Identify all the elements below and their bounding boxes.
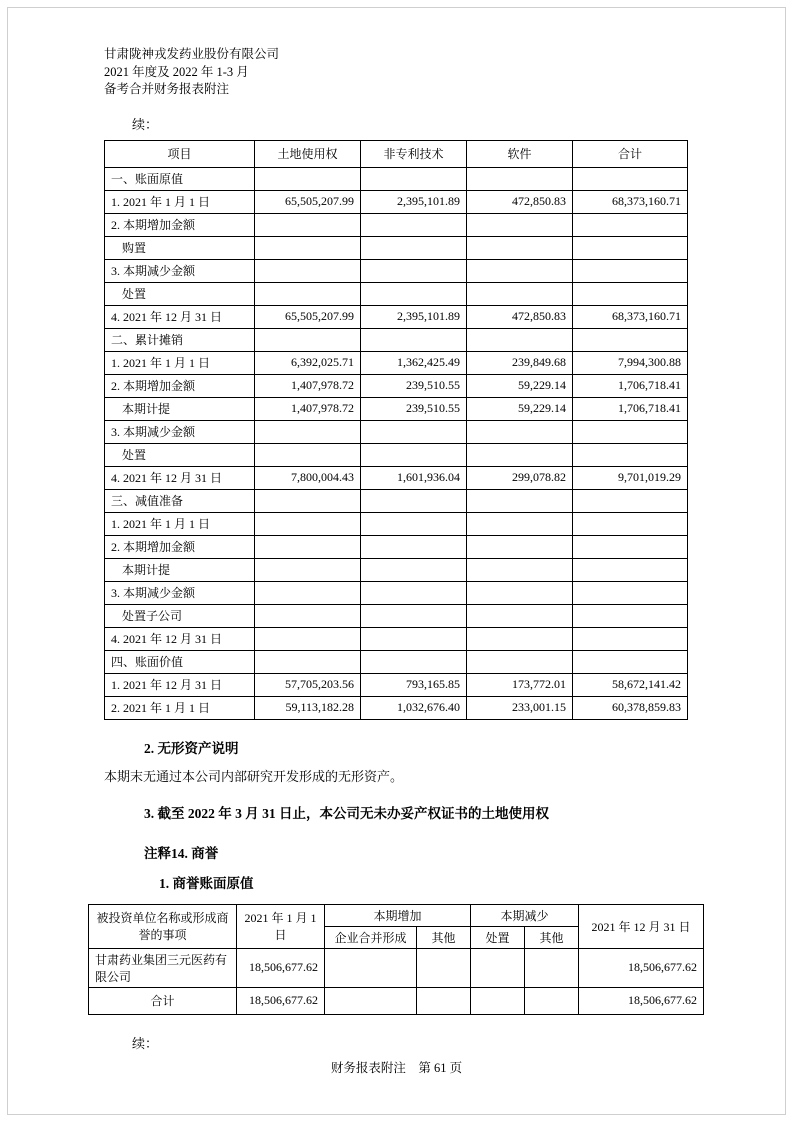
row-value: 472,850.83: [467, 305, 573, 328]
report-title: 备考合并财务报表附注: [104, 82, 230, 96]
row-value: [573, 650, 688, 673]
row-label: 处置: [105, 443, 255, 466]
col-group-current-decrease: 本期减少: [471, 904, 579, 926]
row-value: [361, 650, 467, 673]
row-value: [255, 282, 361, 305]
intangible-table-body: [105, 167, 688, 719]
col-header-decrease-other: 其他: [525, 926, 579, 948]
row-value: [467, 443, 573, 466]
table-row: [105, 489, 688, 512]
continued-label-bottom: 续：: [132, 1035, 159, 1051]
row-label: 四、账面价值: [105, 650, 255, 673]
table-row: [89, 948, 704, 987]
row-label: 1. 2021 年 1 月 1 日: [105, 190, 255, 213]
row-label: 3. 本期减少金额: [105, 420, 255, 443]
col-header-ending-balance: 2021 年 12 月 31 日: [579, 904, 704, 948]
row-value: [361, 236, 467, 259]
row-value: [573, 259, 688, 282]
row-value: 68,373,160.71: [573, 190, 688, 213]
row-label: 3. 本期减少金额: [105, 259, 255, 282]
row-value: [467, 282, 573, 305]
row-value: 472,850.83: [467, 190, 573, 213]
report-period: 2021 年度及 2022 年 1-3 月: [104, 64, 249, 79]
row-value: [467, 259, 573, 282]
row-label: 二、累计摊销: [105, 328, 255, 351]
row-value: 173,772.01: [467, 673, 573, 696]
row-value: 57,705,203.56: [255, 673, 361, 696]
row-value: 239,510.55: [361, 374, 467, 397]
row-value: [255, 627, 361, 650]
intangible-assets-table: [104, 140, 688, 720]
row-value: [361, 535, 467, 558]
row-value: 1,032,676.40: [361, 696, 467, 719]
row-value: [573, 420, 688, 443]
row-label: 合计: [89, 987, 237, 1014]
col-header-disposal: 处置: [471, 926, 525, 948]
row-label: 处置子公司: [105, 604, 255, 627]
row-value: 1,706,718.41: [573, 374, 688, 397]
row-value: 1,407,978.72: [255, 374, 361, 397]
row-value: [573, 581, 688, 604]
row-value: [467, 604, 573, 627]
row-value: 59,113,182.28: [255, 696, 361, 719]
note-heading-land-certificates: 3. 截至 2022 年 3 月 31 日止，本公司无未办妥产权证书的土地使用权: [144, 805, 549, 821]
row-value: [573, 443, 688, 466]
row-label: 1. 2021 年 1 月 1 日: [105, 351, 255, 374]
row-value: 59,229.14: [467, 397, 573, 420]
row-label: 三、减值准备: [105, 489, 255, 512]
row-value: [573, 604, 688, 627]
goodwill-subheading: 1. 商誉账面原值: [159, 875, 254, 891]
row-value: [573, 328, 688, 351]
row-value: 2,395,101.89: [361, 190, 467, 213]
row-value: [467, 512, 573, 535]
row-value: 793,165.85: [361, 673, 467, 696]
row-value: [361, 627, 467, 650]
row-value: [467, 213, 573, 236]
col-header-software: 软件: [467, 140, 573, 167]
row-value: [255, 259, 361, 282]
row-value: [255, 236, 361, 259]
row-value: [573, 489, 688, 512]
table-row: [105, 305, 688, 328]
table-row: [105, 581, 688, 604]
table-row: [105, 259, 688, 282]
row-value: [255, 581, 361, 604]
row-value: [471, 987, 525, 1014]
row-value: [573, 282, 688, 305]
goodwill-table: [88, 904, 704, 1015]
row-value: [467, 650, 573, 673]
row-value: 65,505,207.99: [255, 305, 361, 328]
continued-label-top: 续：: [132, 116, 159, 132]
col-header-item: 项目: [105, 140, 255, 167]
note-heading-intangible-desc: 2. 无形资产说明: [144, 740, 239, 756]
row-value: [417, 948, 471, 987]
row-label: 购置: [105, 236, 255, 259]
row-value: [361, 213, 467, 236]
note14-goodwill-heading: 注释14. 商誉: [144, 845, 219, 861]
row-label: 4. 2021 年 12 月 31 日: [105, 305, 255, 328]
row-value: [325, 987, 417, 1014]
company-name: 甘肃陇神戎发药业股份有限公司: [104, 47, 280, 61]
row-label: 2. 本期增加金额: [105, 374, 255, 397]
col-header-total: 合计: [573, 140, 688, 167]
row-label: 甘肃药业集团三元医药有限公司: [89, 948, 237, 987]
row-value: 233,001.15: [467, 696, 573, 719]
table-row: [105, 167, 688, 190]
row-value: [255, 328, 361, 351]
row-value: [467, 489, 573, 512]
goodwill-header-row-1: [89, 904, 704, 926]
row-value: [325, 948, 417, 987]
row-value: [525, 948, 579, 987]
col-header-business-combination: 企业合并形成: [325, 926, 417, 948]
page-footer: 财务报表附注 第 61 页: [330, 1061, 463, 1075]
row-value: [471, 948, 525, 987]
table-row: [105, 282, 688, 305]
row-value: 7,800,004.43: [255, 466, 361, 489]
row-value: [361, 512, 467, 535]
table-row: [105, 627, 688, 650]
row-value: [467, 581, 573, 604]
row-value: 18,506,677.62: [237, 948, 325, 987]
row-value: [573, 213, 688, 236]
col-header-non-patent-tech: 非专利技术: [361, 140, 467, 167]
row-value: [573, 558, 688, 581]
row-value: [467, 420, 573, 443]
table-row: [105, 650, 688, 673]
table-row: [105, 420, 688, 443]
row-value: [255, 535, 361, 558]
row-value: [573, 236, 688, 259]
row-value: [467, 627, 573, 650]
row-value: [467, 167, 573, 190]
row-value: [255, 558, 361, 581]
row-value: [467, 236, 573, 259]
row-value: 239,510.55: [361, 397, 467, 420]
row-value: 7,994,300.88: [573, 351, 688, 374]
row-label: 1. 2021 年 12 月 31 日: [105, 673, 255, 696]
row-value: [361, 420, 467, 443]
row-value: 60,378,859.83: [573, 696, 688, 719]
row-label: 1. 2021 年 1 月 1 日: [105, 512, 255, 535]
row-value: [361, 167, 467, 190]
table-row: [105, 535, 688, 558]
row-value: [255, 213, 361, 236]
row-value: [467, 328, 573, 351]
row-value: [573, 627, 688, 650]
row-value: [361, 328, 467, 351]
row-value: [255, 650, 361, 673]
table-row: [105, 604, 688, 627]
goodwill-table-body: [89, 948, 704, 1014]
row-value: [255, 489, 361, 512]
row-value: 1,362,425.49: [361, 351, 467, 374]
row-value: 9,701,019.29: [573, 466, 688, 489]
row-label: 处置: [105, 282, 255, 305]
row-value: [467, 535, 573, 558]
table-row: [105, 558, 688, 581]
note-paragraph-intangible-desc: 本期末无通过本公司内部研究开发形成的无形资产。: [104, 768, 404, 784]
row-value: 2,395,101.89: [361, 305, 467, 328]
row-value: [255, 512, 361, 535]
row-label: 本期计提: [105, 558, 255, 581]
row-value: [255, 167, 361, 190]
row-label: 3. 本期减少金额: [105, 581, 255, 604]
row-value: 1,601,936.04: [361, 466, 467, 489]
row-value: 59,229.14: [467, 374, 573, 397]
table-row: [105, 236, 688, 259]
table-row: [105, 466, 688, 489]
row-label: 一、账面原值: [105, 167, 255, 190]
row-value: [417, 987, 471, 1014]
row-value: 18,506,677.62: [579, 948, 704, 987]
row-value: [573, 535, 688, 558]
col-group-current-increase: 本期增加: [325, 904, 471, 926]
table-row: [89, 987, 704, 1014]
col-header-beginning-balance: 2021 年 1 月 1 日: [237, 904, 325, 948]
row-value: [361, 443, 467, 466]
intangible-table-header-row: [105, 140, 688, 167]
row-label: 2. 本期增加金额: [105, 213, 255, 236]
table-row: [105, 213, 688, 236]
table-row: [105, 328, 688, 351]
row-value: [255, 443, 361, 466]
col-header-land-use-right: 土地使用权: [255, 140, 361, 167]
row-value: 239,849.68: [467, 351, 573, 374]
row-value: [361, 581, 467, 604]
table-row: [105, 696, 688, 719]
table-row: [105, 351, 688, 374]
row-value: [255, 604, 361, 627]
row-value: [361, 489, 467, 512]
row-value: [467, 558, 573, 581]
row-value: 1,706,718.41: [573, 397, 688, 420]
row-value: 18,506,677.62: [237, 987, 325, 1014]
row-value: [573, 512, 688, 535]
row-value: [573, 167, 688, 190]
col-header-increase-other: 其他: [417, 926, 471, 948]
row-value: [255, 420, 361, 443]
table-row: [105, 190, 688, 213]
table-row: [105, 443, 688, 466]
row-value: [361, 282, 467, 305]
row-label: 2. 本期增加金额: [105, 535, 255, 558]
table-row: [105, 512, 688, 535]
row-value: 68,373,160.71: [573, 305, 688, 328]
row-value: 18,506,677.62: [579, 987, 704, 1014]
row-value: 65,505,207.99: [255, 190, 361, 213]
row-value: 58,672,141.42: [573, 673, 688, 696]
row-label: 4. 2021 年 12 月 31 日: [105, 627, 255, 650]
table-row: [105, 673, 688, 696]
row-value: 6,392,025.71: [255, 351, 361, 374]
row-value: 1,407,978.72: [255, 397, 361, 420]
row-value: [361, 259, 467, 282]
row-label: 2. 2021 年 1 月 1 日: [105, 696, 255, 719]
document-header: [104, 46, 688, 99]
row-value: 299,078.82: [467, 466, 573, 489]
row-value: [525, 987, 579, 1014]
table-row: [105, 397, 688, 420]
col-header-investee-name: 被投资单位名称或形成商誉的事项: [89, 904, 237, 948]
row-value: [361, 604, 467, 627]
row-value: [361, 558, 467, 581]
row-label: 4. 2021 年 12 月 31 日: [105, 466, 255, 489]
table-row: [105, 374, 688, 397]
row-label: 本期计提: [105, 397, 255, 420]
